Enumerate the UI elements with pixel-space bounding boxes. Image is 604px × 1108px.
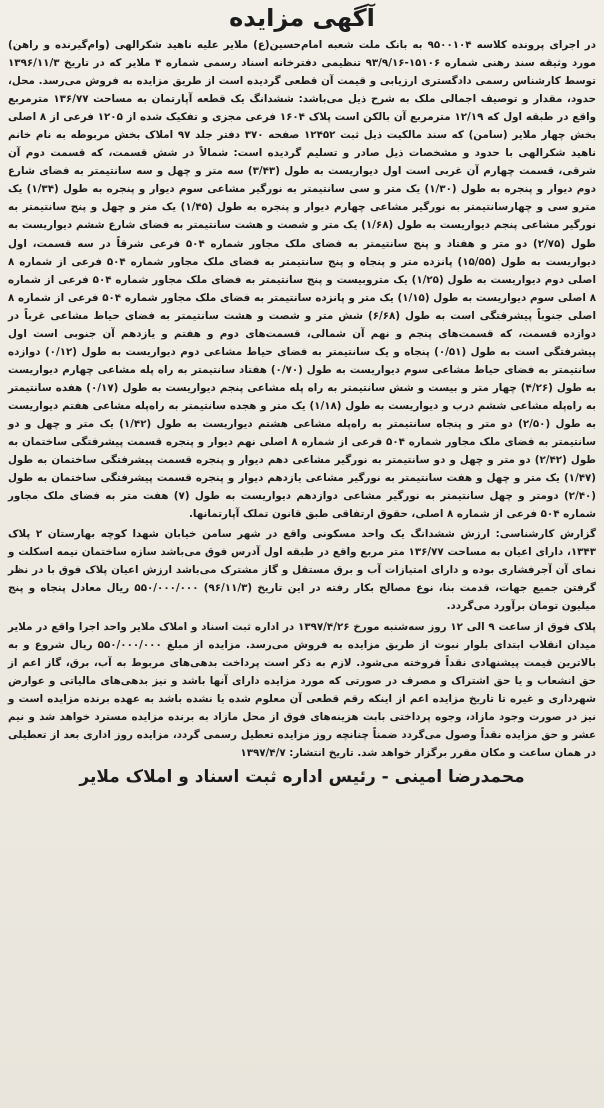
expert-report-paragraph: گزارش کارشناسی: ارزش ششدانگ یک واحد مسکونی واقع در شهر سامن خیابان شهدا کوچه بهارستان ۲ پلاک ۱۳۴۳، دارای اعیان به مساحت ۱۳۶/۷۷ متر مربع واقع در طبقه اول آدرس فوق می‌باشد سازه ساختمان نیمه اسکلت و نمای آن آجرفشاری بوده و دارای امتیازات آب و برق مستقل و گاز مشترک می‌باشد ارزش اعیان پلاک فوق با در نظر گرفتن جمیع جهات، قدمت بنا، نوع مصالح بکار رفته در این تاریخ (۹۶/۱۱/۳) ۵۵۰/۰۰۰/۰۰۰ ریال معادل پنجاه و پنج میلیون تومان برآورد می‌گردد. — [8, 528, 596, 613]
property-description-paragraph: در اجرای پرونده کلاسه ۹۵۰۰۱۰۴ به بانک ملت شعبه امام‌حسین(ع) ملایر علیه ناهید شکرالهی (وام‌گیرنده و راهن) مورد وثیقه سند رهنی شماره ۱۵۱۰۶-۹۳/۹/۱۶ تنظیمی دفترخانه اسناد رسمی شماره ۴ ملایر که در تاریخ ۱۳۹۶/۱۱/۳ توسط کارشناس رسمی دادگستری ارزیابی و قیمت آن قطعی گردیده است از طریق مزایده به فروش می‌رسد. محل، حدود، مقدار و توصیف اجمالی ملک به شرح ذیل می‌باشد: ششدانگ یک قطعه آپارتمان به مساحت ۱۳۶/۷۷ مترمربع واقع در طبقه اول که ۱۲/۱۹ مترمربع آن بالکن است پلاک ۱۶۰۴ فرعی مجزی و تفکیک شده از ۱۲۰۵ فرعی از ۸ اصلی بخش چهار ملایر (سامن) که سند مالکیت ذیل ثبت ۱۲۴۵۲ صفحه ۳۷۰ دفتر جلد ۹۷ املاک بخش مربوطه به نام خانم ناهید شکرالهی با حدود و مشخصات ذیل صادر و تسلیم گردیده است: شمالاً در شش قسمت، که قسمت دوم آن شرقی، قسمت چهارم آن غربی است اول دیواریست به طول (۳/۴۳) سه متر و چهل و سه سانتیمتر به فضای شارع دوم دیوار و پنجره به طول (۱/۳۰) یک متر و سی سانتیمتر به نورگیر مشاعی سوم دیوار و پنجره به طول (۱/۳۴) یک مترو سی و چهارسانتیمتر به نورگیر مشاعی چهارم دیوار و پنجره به طول (۱/۴۵) یک متر و چهل و پنج سانتیمتر به نورگیر مشاعی پنجم دیواریست به طول (۱/۶۸) یک متر و شصت و هشت سانتیمتر به فضای شارع ششم دیواریست به طول (۲/۷۵) دو متر و هفتاد و پنج سانتیمتر به فضای ملک مجاور شماره ۵۰۴ فرعی شرقاً در سه قسمت، اول دیواریست به طول (۱۵/۵۵) پانزده متر و پنجاه و پنج سانتیمتر به فضای ملک مجاور شماره ۵۰۴ فرعی از شماره ۸ اصلی دوم دیواریست به طول (۱/۲۵) یک متروبیست و پنج سانتیمتر به فضای ملک مجاور شماره ۵۰۴ فرعی از شماره ۸ اصلی سوم دیواریست به طول (۱/۱۵) یک متر و پانزده سانتیمتر به فضای ملک مجاور شماره ۵۰۴ فرعی از شماره ۸ اصلی جنوباً پیشرفتگی است به طول (۶/۶۸) شش متر و شصت و هشت سانتیمتر به فضای حیاط مشاعی غرباً در دوازده قسمت، که قسمت‌های پنجم و نهم آن شمالی، قسمت‌های دوم و هفتم و یازدهم آن جنوبی است اول پیشرفتگی است به طول (۰/۵۱) پنجاه و یک سانتیمتر به فضای حیاط مشاعی دوم دیواریست به طول (۰/۱۲) دوازده سانتیمتر به فضای حیاط مشاعی سوم دیواریست به طول (۰/۷۰) هفتاد سانتیمتر به راه پله مشاعی چهارم دیواریست به طول (۴/۲۶) چهار متر و بیست و شش سانتیمتر به راه پله مشاعی پنجم دیواریست به طول (۰/۱۷) هفده سانتیمتر به راه‌پله مشاعی ششم درب و دیواریست به طول (۱/۱۸) یک متر و هجده سانتیمتر به راه‌پله مشاعی هفتم دیواریست به طول (۲/۵۰) دو متر و پنجاه سانتیمتر به راه‌پله مشاعی هشتم دیواریست به طول (۱/۴۲) یک متر و چهل و دو سانتیمتر به فضای ملک مجاور شماره ۵۰۴ فرعی از شماره ۸ اصلی نهم دیوار و پنجره قسمت پیشرفتگی ساختمان به طول (۲/۴۲) دو متر و چهل و دو سانتیمتر به نورگیر مشاعی دهم دیوار و پنجره قسمت پیشرفتگی ساختمان به طول (۱/۴۷) یک متر و چهل و هفت سانتیمتر به نورگیر مشاعی یازدهم دیوار و پنجره قسمت پیشرفتگی ساختمان به طول (۲/۴۰) دومتر و چهل سانتیمتر به نورگیر مشاعی دوازدهم دیواریست به طول (۷) هفت متر به فضای ملک مجاور شماره ۵۰۴ فرعی از شماره ۸ اصلی، حقوق ارتفاقی طبق قانون تملک آپارتمانها. — [8, 39, 597, 521]
auction-terms-paragraph: پلاک فوق از ساعت ۹ الی ۱۲ روز سه‌شنبه مورخ ۱۳۹۷/۴/۲۶ در اداره ثبت اسناد و املاک ملایر واحد اجرا واقع در ملایر میدان انقلاب ابتدای بلوار نبوت از طریق مزایده به فروش می‌رسد. مزایده از مبلغ ۵۵۰/۰۰۰/۰۰۰ ریال شروع و به بالاترین قیمت پیشنهادی نقداً فروخته می‌شود. لازم به ذکر است پرداخت بدهی‌های مربوط به آب، برق، گاز اعم از حق انشعاب و یا حق اشتراک و مصرف در صورتی که مورد مزایده دارای آنها باشد و نیز بدهی‌های مالیاتی و عوارض شهرداری و غیره تا تاریخ مزایده اعم از اینکه رقم قطعی آن معلوم شده یا نشده باشد به عهده برنده مزایده است و نیز در صورت وجود مازاد، وجوه پرداختی بابت هزینه‌های فوق از محل مازاد به برنده مزایده مسترد خواهد شد و نیم عشر و حق مزایده نقداً وصول می‌گردد ضمناً چنانچه روز مزایده تعطیل رسمی گردد، مزایده روز اداری بعد از تعطیلی در همان ساعت و مکان مقرر برگزار خواهد شد. تاریخ انتشار: ۱۳۹۷/۴/۷ — [8, 620, 596, 759]
notice-title: آگهی مزایده — [229, 4, 375, 32]
signature-line: محمدرضا امینی - رئیس اداره ثبت اسناد و املاک ملایر — [79, 766, 525, 787]
